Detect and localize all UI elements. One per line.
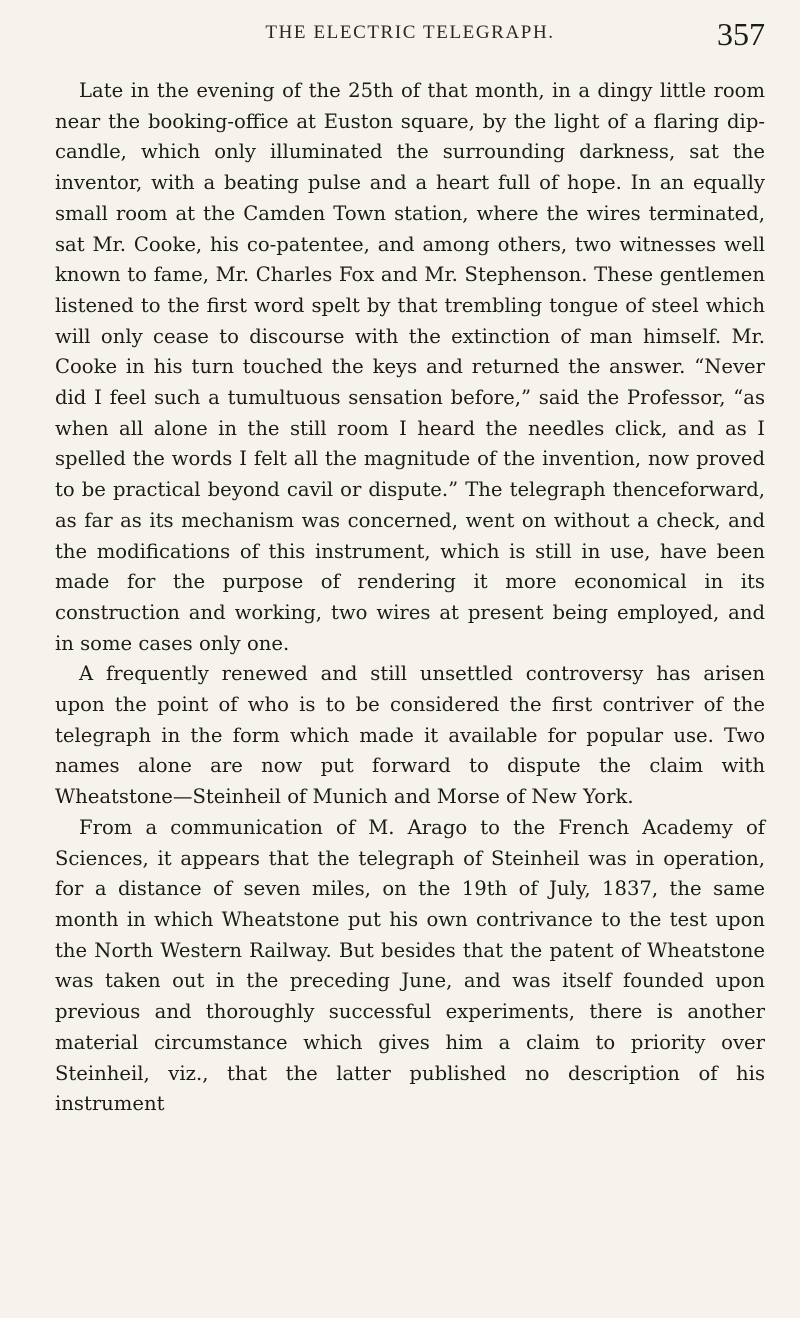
paragraph: A frequently renewed and still unsettled controversy has arisen upon the point of who is to be considered the first contriver of the telegraph in the form which made it available for popular use. Two names alone are now put forward to dispute the claim with Wheatstone—Steinheil of Munich and Morse of New York. bbox=[55, 662, 765, 809]
body-text bbox=[55, 76, 765, 1120]
running-title: THE ELECTRIC TELEGRAPH. bbox=[265, 22, 555, 43]
paragraph: Late in the evening of the 25th of that month, in a dingy little room near the booking-office at Euston square, by the light of a flaring dip-candle, which only illuminated the surrounding darkness, sat the inventor, with a beating pulse and a heart full of hope. In an equally small room at the Camden Town station, where the wires terminated, sat Mr. Cooke, his co-patentee, and among others, two witnesses well known to fame, Mr. Charles Fox and Mr. Stephenson. These gentlemen listened to the first word spelt by that trembling tongue of steel which will only cease to discourse with the extinction of man himself. Mr. Cooke in his turn touched the keys and returned the answer. “Never did I feel such a tumultuous sensation before,” said the Professor, “as when all alone in the still room I heard the needles click, and as I spelled the words I felt all the magnitude of the invention, now proved to be practical beyond cavil or dispute.” The telegraph thenceforward, as far as its mechanism was concerned, went on without a check, and the modifications of this instrument, which is still in use, have been made for the purpose of rendering it more economical in its construction and working, two wires at present being employed, and in some cases only one. bbox=[55, 79, 765, 655]
running-head bbox=[55, 16, 765, 56]
page-number: 357 bbox=[717, 16, 765, 52]
paragraph: From a communication of M. Arago to the French Academy of Sciences, it appears that the telegraph of Steinheil was in operation, for a distance of seven miles, on the 19th of July, 1837, the same month in which Wheatstone put his own contrivance to the test upon the North Western Railway. But besides that the patent of Wheatstone was taken out in the preceding June, and was itself founded upon previous and thoroughly successful experiments, there is another material circumstance which gives him a claim to priority over Steinheil, viz., that the latter published no description of his instrument bbox=[55, 815, 765, 1116]
